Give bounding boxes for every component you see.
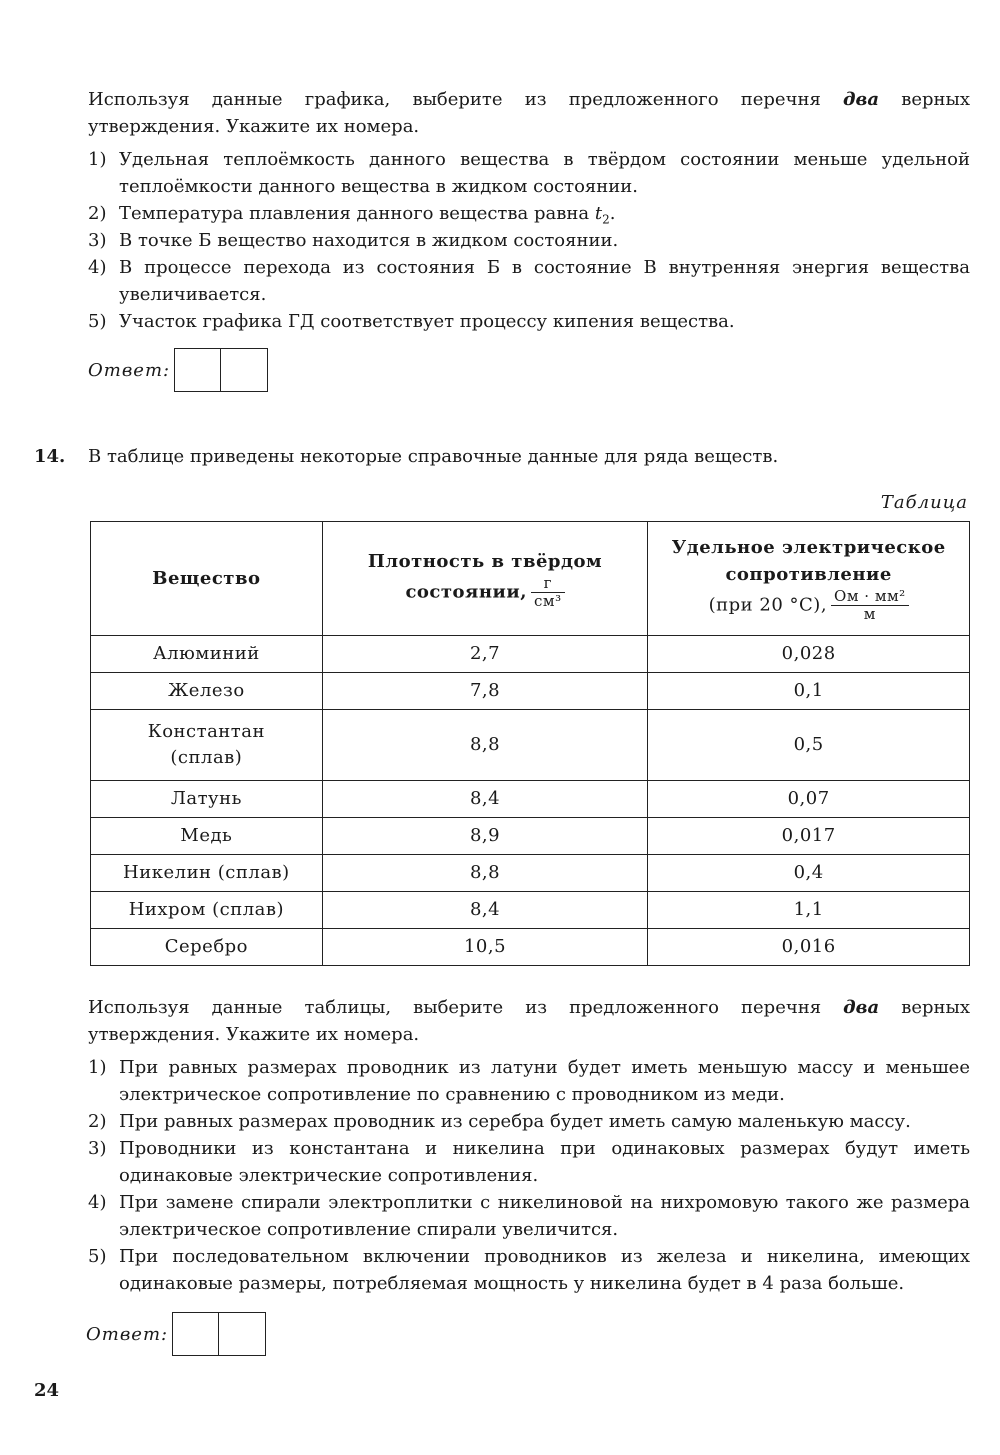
q13-option-1: 1) Удельная теплоёмкость данного вещества в твёрдом состоянии меньше удельной теплоёмкости данного вещества в жидком состоянии. <box>88 149 970 197</box>
table-row: Нихром (сплав) 8,4 1,1 <box>91 892 970 929</box>
q14-answer <box>86 1312 266 1356</box>
resistivity-unit: $\frac{\text{Ом · мм²}}{м}$ <box>831 588 909 623</box>
q13-answer-box-2[interactable] <box>221 348 268 392</box>
q13-option-4: 4) В процессе перехода из состояния Б в состояние В внутренняя энергия вещества увеличивается. <box>88 257 970 305</box>
q14-option-2: 2) При равных размерах проводник из серебра будет иметь самую маленькую массу. <box>88 1111 911 1132</box>
table-row: Алюминий 2,7 0,028 <box>91 636 970 673</box>
header-density: Плотность в твёрдом состоянии, $\frac{г}{\text{см³}}$ <box>322 522 648 636</box>
table-row: Константан (сплав) 8,8 0,5 <box>91 710 970 781</box>
q13-answer-label: Ответ: <box>88 359 171 381</box>
q14-statements-block <box>88 994 970 1297</box>
q13-intro: Используя данные графика, выберите из предложенного перечня два верных утверждения. Укажите их номера. <box>88 89 970 137</box>
header-substance: Вещество <box>91 522 323 636</box>
q13-option-5: 5) Участок графика ГД соответствует процессу кипения вещества. <box>88 311 735 332</box>
table-row: Железо 7,8 0,1 <box>91 673 970 710</box>
q14-answer-label: Ответ: <box>86 1323 169 1345</box>
table-row: Серебро 10,5 0,016 <box>91 929 970 966</box>
q14-option-1: 1) При равных размерах проводник из латуни будет иметь меньшую массу и меньшее электрическое сопротивление по сравнению с проводником из меди. <box>88 1057 970 1105</box>
q14-answer-box-2[interactable] <box>219 1312 266 1356</box>
q14-option-3: 3) Проводники из константана и никелина при одинаковых размерах будут иметь одинаковые электрические сопротивления. <box>88 1138 970 1186</box>
q14-intro2: Используя данные таблицы, выберите из предложенного перечня два верных утверждения. Укажите их номера. <box>88 997 970 1045</box>
table-row: Никелин (сплав) 8,8 0,4 <box>91 855 970 892</box>
table-header-row <box>91 522 970 636</box>
q13-answer-box-1[interactable] <box>174 348 221 392</box>
header-resistivity: Удельное электрическое сопротивление (при 20 °С), $\frac{\text{Ом · мм²}}{м}$ <box>648 522 970 636</box>
q14-intro: В таблице приведены некоторые справочные данные для ряда веществ. <box>88 446 779 467</box>
substances-table <box>90 521 970 966</box>
table-row: Медь 8,9 0,017 <box>91 818 970 855</box>
q14-answer-box-1[interactable] <box>172 1312 219 1356</box>
q14-intro-block <box>88 443 970 470</box>
table-row: Латунь 8,4 0,07 <box>91 781 970 818</box>
q13-answer <box>88 348 268 392</box>
q13-option-3: 3) В точке Б вещество находится в жидком состоянии. <box>88 230 619 251</box>
q13-options <box>88 146 970 335</box>
q14-option-4: 4) При замене спирали электроплитки с никелиновой на нихромовую такого же размера электрическое сопротивление спирали увеличится. <box>88 1192 970 1240</box>
page-number: 24 <box>34 1380 60 1401</box>
q14-option-5: 5) При последовательном включении проводников из железа и никелина, имеющих одинаковые размеры, потребляемая мощность у никелина будет в 4 раза больше. <box>88 1246 970 1294</box>
table-caption: Таблица <box>880 492 968 513</box>
q14-options <box>88 1054 970 1297</box>
q13-block <box>88 86 970 335</box>
q14-number: 14. <box>34 446 66 467</box>
q13-option-2: 2) Температура плавления данного вещества равна $t_2$. <box>88 203 616 227</box>
density-unit: $\frac{г}{\text{см³}}$ <box>531 575 565 610</box>
